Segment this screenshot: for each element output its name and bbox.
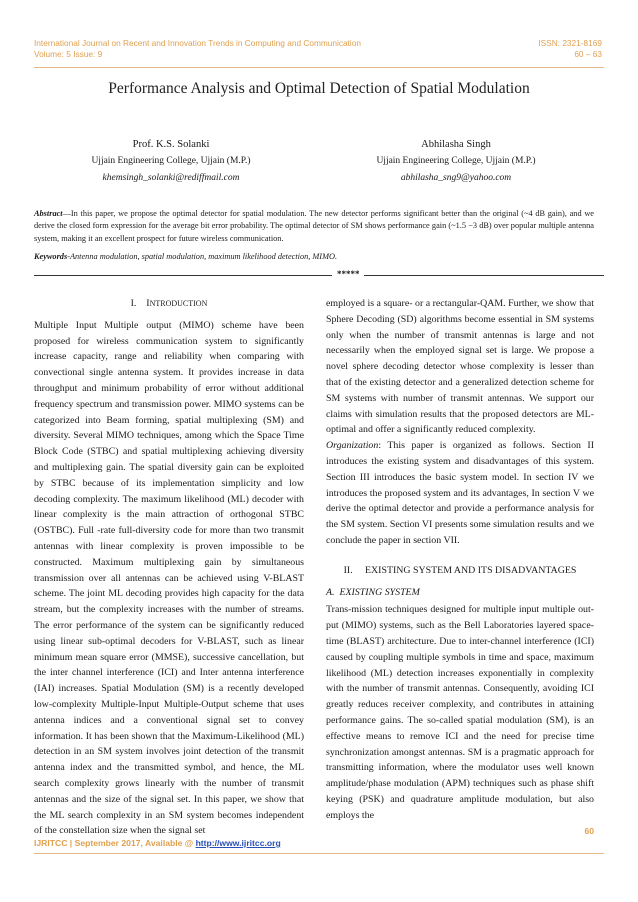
separator-stars: ***** <box>337 269 360 279</box>
keywords <box>34 252 594 261</box>
keywords-label: Keywords <box>34 252 68 261</box>
separator-line-right <box>364 275 604 276</box>
footer-text: IJRITCC | September 2017, Available @ <box>34 838 196 848</box>
page-number: 60 <box>584 826 594 836</box>
section-1-heading <box>34 296 304 312</box>
separator-line-left <box>34 275 332 276</box>
journal-volume: Volume: 5 Issue: 9 <box>34 49 103 59</box>
existing-system-text: Trans-mission techniques designed for multiple input multiple out-put (MIMO) systems, such as the Bell Laboratories layered space-time (BLAST) architecture. Due to inter-channel interference (ICI) caused by coupling multiple symbols in time and space, maximum likelihood (ML) detection increases exponentially in complexity with the number of transmit antennas. Consequently, avoiding ICI greatly reduces receiver complexity, and contributes in attaining performance gains. The so-called spatial modulation (SM), is an effective means to remove ICI and the need for precise time synchronization amongst antennas. SM is a pragmatic approach for transmitting information, where the modulator uses well known amplitude/phase modulation (APM) techniques such as phase shift keying (PSK) and quadrature amplitude modulation, but also employs the <box>326 604 594 821</box>
author-affiliation: Ujjain Engineering College, Ujjain (M.P.) <box>376 156 536 166</box>
author-name: Abhilasha Singh <box>421 139 491 150</box>
author-name: Prof. K.S. Solanki <box>132 139 210 150</box>
section-number: I. <box>130 298 137 309</box>
section-title-cap: I <box>146 298 150 309</box>
left-column <box>34 296 304 839</box>
author-block-1 <box>56 136 286 187</box>
introduction-text: Multiple Input Multiple output (MIMO) scheme have been proposed for wireless communication system to significantly increase capacity, range and reliability when comparing with convectional single antenna system. It provides increase in data throughput and minimum probability of error without additional frequency spectrum and transmission power. MIMO systems can be categorized into Beam forming, spatial multiplexing (SM) and diversity. Several MIMO techniques, among which the Space Time Block Code (STBC) and spatial multiplexing achieving diversity and multiplexing gain. The spatial diversity gain can be exploited by STBC because of its implementation simplicity and low decoding complexity. The maximum likelihood (ML) decoder with linear complexity is the main attraction of orthogonal STBC (OSTBC). Full -rate full-diversity code for more than two transmit antennas with linear complexity is proven impossible to be constructed. Maximum multiplexing gain by simultaneous transmission over all antennas can be achieved using V-BLAST scheme. The joint ML decoding provides high capacity for the data stream, but the complexity increases with the number of streams. The error performance of the system can be significantly reduced using linear sub-optimal decoders for V-BLAST, such as linear minimum mean square error (MMSE), successive cancellation, but the inter channel interference (ICI) and Inter antenna interference (IAI) increases. Spatial Modulation (SM) is a recently developed low-complexity Multiple-Input Multiple-Output scheme that uses antenna indices and a conventional signal set to convey information. It has been shown that the Maximum-Likelihood (ML) detection in an SM system involves joint detection of the transmit antenna index and the transmitted symbol, and hence, the ML search complexity grows linearly with the number of transmit antennas and the size of the signal set. In this paper, we show that the ML search complexity in an SM system becomes independent of the constellation size when the signal set <box>34 319 304 837</box>
author-block-2 <box>341 136 571 187</box>
journal-link[interactable]: http://www.ijritcc.org <box>195 838 281 848</box>
organization-text: : This paper is organized as follows. Section II introduces the existing system and disadvantages of this system. Section III introduces the basic system model. In section IV we introduces the proposed system and its advantages, In section V we derive the optimal detector and provide a performance analysis for the SM system. Section VI presents some simulation results and we conclude the paper in section VII. <box>326 440 594 546</box>
abstract-label: Abstract <box>34 209 63 218</box>
section-title-rest: NTRODUCTION <box>149 299 208 308</box>
organization-paragraph <box>326 438 594 549</box>
author-affiliation: Ujjain Engineering College, Ujjain (M.P.) <box>91 156 251 166</box>
paper-title: Performance Analysis and Optimal Detection of Spatial Modulation <box>108 80 530 97</box>
journal-header <box>34 38 361 60</box>
abstract-text: —In this paper, we propose the optimal detector for spatial modulation. The new detector performs significant better than the original (~4 dB gain), and we derive the closed form expression for the average bit error probability. The optimal detector of SM shows performance gain (~1.5 −3 dB) over popular multiple antenna system, making it an excellent prospect for future wireless communication. <box>34 209 594 243</box>
page-range: 60 – 63 <box>574 49 602 59</box>
author-email: khemsingh_solanki@rediffmail.com <box>102 173 240 183</box>
introduction-continued: employed is a square- or a rectangular-QAM. Further, we show that Sphere Decoding (SD) algorithms become essential in SM systems only when the number of transmit antennas is large and not necessarily when the employed signal set is large. We propose a novel sphere decoding detector whose complexity is lesser than that of the existing detector and a generalized detection scheme for SM systems with number of transmit antennas. We support our claims with simulation results that the proposed detectors are ML-optimal and offer a significantly reduced complexity. <box>326 298 594 436</box>
abstract <box>34 208 594 245</box>
header-rule <box>34 67 604 68</box>
right-column <box>326 296 594 824</box>
journal-name: International Journal on Recent and Innovation Trends in Computing and Communication <box>34 38 362 48</box>
section-2-heading: II. EXISTING SYSTEM AND ITS DISADVANTAGES <box>343 564 577 576</box>
section-separator <box>34 269 604 281</box>
issn: ISSN: 2321-8169 <box>538 38 602 48</box>
subsection-a-heading: A. EXISTING SYSTEM <box>326 586 420 598</box>
author-email: abhilasha_sng9@yahoo.com <box>400 173 512 183</box>
issn-header <box>538 38 602 60</box>
organization-label: Organization <box>326 440 379 452</box>
page-footer <box>34 838 281 848</box>
keywords-text: -Antenna modulation, spatial modulation, maximum likelihood detection, MIMO. <box>67 252 338 261</box>
footer-rule <box>34 853 604 854</box>
